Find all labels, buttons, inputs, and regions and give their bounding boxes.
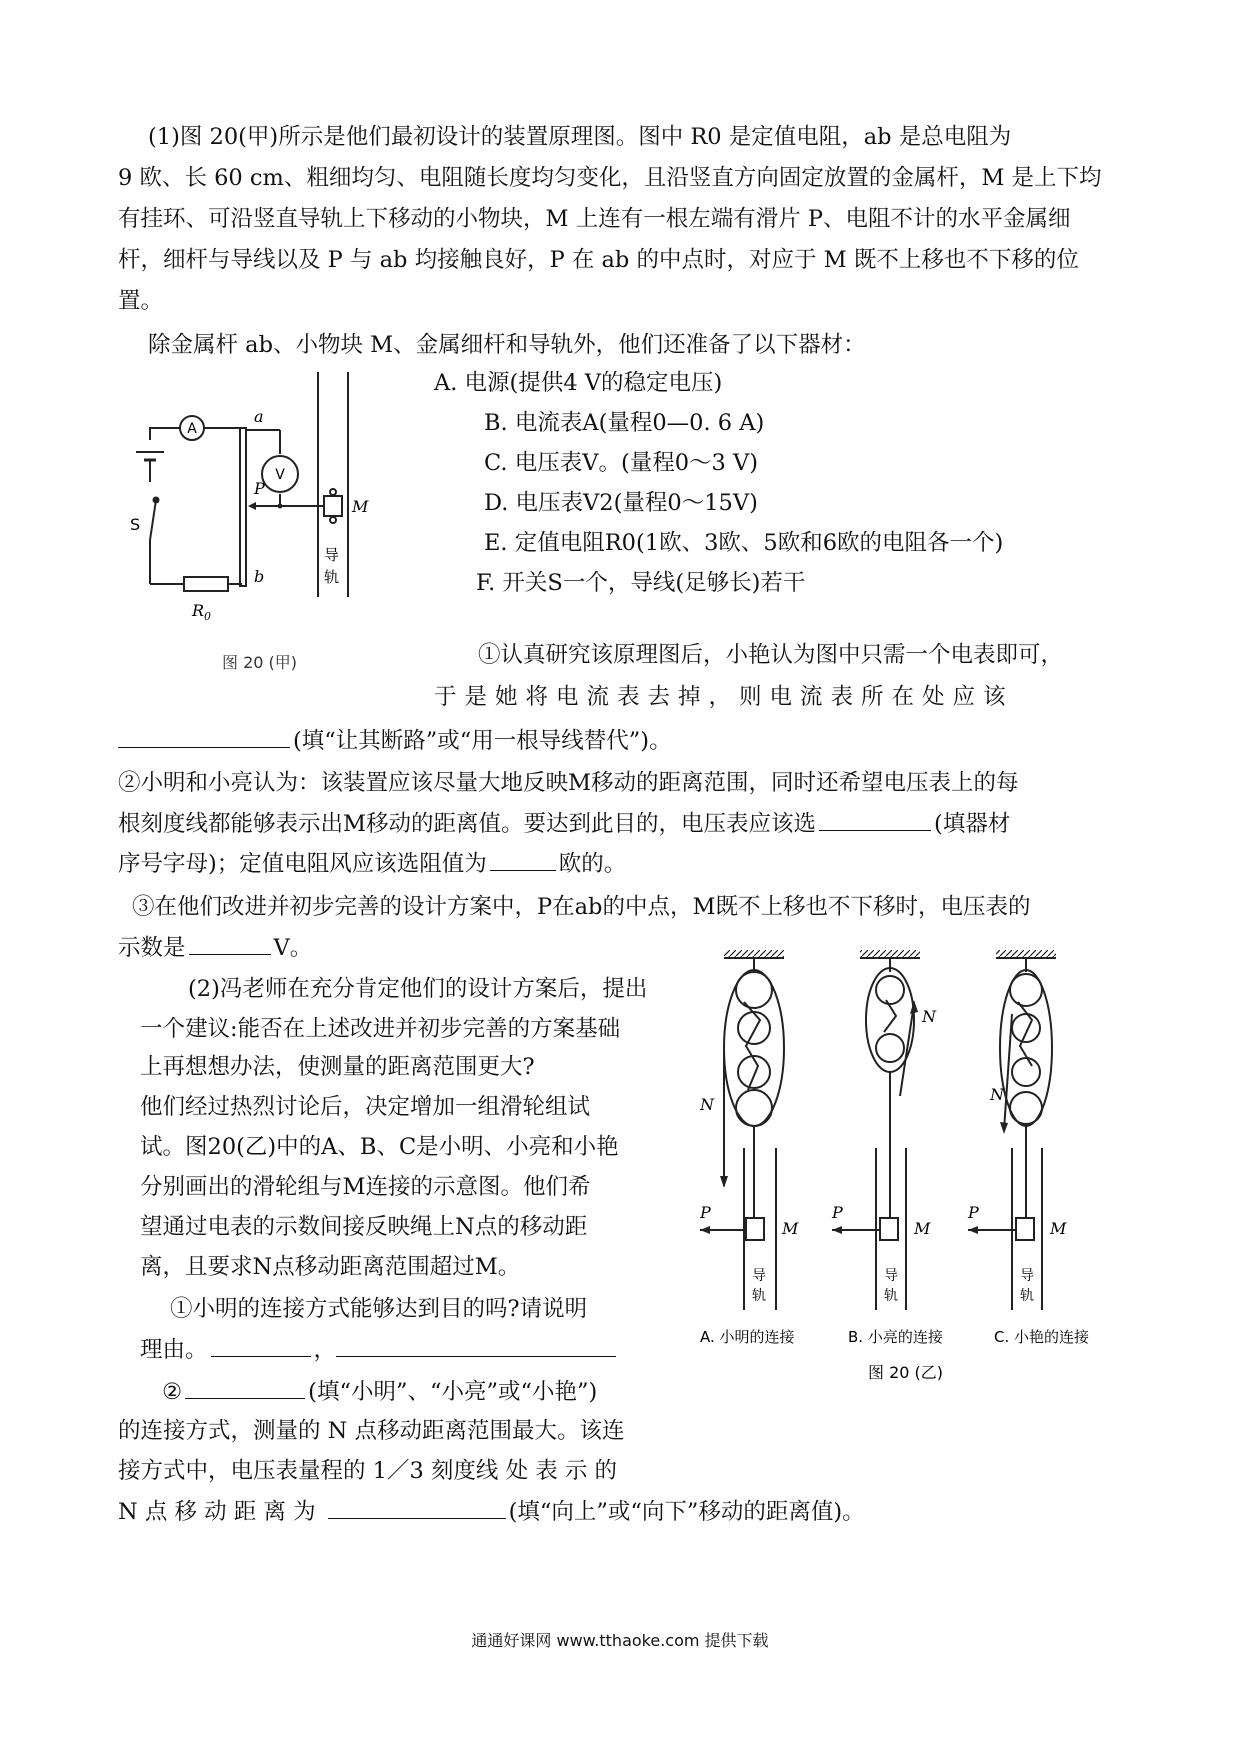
- ammeter-label: A: [187, 421, 197, 437]
- label-m: M: [352, 497, 369, 516]
- material-d: D. 电压表V2(量程0～15V): [484, 490, 758, 516]
- intro-line-4: 杆，细杆与导线以及 P 与 ab 均接触良好，P 在 ab 的中点时，对应于 M 既不上移也不下移的位: [118, 247, 1079, 273]
- pulley-b: [832, 950, 920, 1310]
- p1-q1-line1: ①认真研究该原理图后，小艳认为图中只需一个电表即可，: [478, 642, 1064, 668]
- p2-q2-line4: N 点 移 动 距 离 为 (填“向上”或“向下”移动的距离值)。: [118, 1496, 865, 1527]
- pulley-b-m-label: M: [914, 1219, 931, 1238]
- label-p: P: [254, 479, 265, 498]
- p2-line-4: 他们经过热烈讨论后，决定增加一组滑轮组试: [140, 1094, 591, 1120]
- caption-a: A. 小明的连接: [700, 1328, 795, 1346]
- pulley-c-p-label: P: [968, 1203, 979, 1222]
- caption-c: C. 小艳的连接: [994, 1328, 1090, 1346]
- p2-q2-line3: 接方式中，电压表量程的 1／3 刻度线 处 表 示 的: [118, 1458, 618, 1484]
- p2-line-6: 分别画出的滑轮组与M连接的示意图。他们希: [140, 1174, 591, 1200]
- rail-label-1: 导: [324, 546, 340, 564]
- fig-yi-title: 图 20 (乙): [868, 1363, 944, 1382]
- pulley-a-p-label: P: [700, 1203, 711, 1222]
- pulley-c-n-label: N: [990, 1085, 1004, 1104]
- answer-blank-5[interactable]: [211, 1334, 311, 1357]
- answer-blank-2[interactable]: [819, 808, 931, 831]
- p2-line-1: (2)冯老师在充分肯定他们的设计方案后，提出: [188, 976, 648, 1002]
- material-c: C. 电压表V。(量程0～3 V): [484, 450, 759, 476]
- p2-q2-line1: ② (填“小明”、“小亮”或“小艳”): [162, 1376, 597, 1407]
- voltmeter-label: V: [275, 467, 285, 483]
- circuit-diagram-jia: [130, 372, 430, 692]
- intro-line-5: 置。: [118, 288, 164, 314]
- label-a: a: [254, 407, 264, 426]
- rail-label-2: 轨: [324, 568, 340, 586]
- pulley-a-rail-2: 轨: [752, 1288, 766, 1304]
- fig-jia-caption: 图 20 (甲): [222, 653, 298, 672]
- intro-line-1: (1)图 20(甲)所示是他们最初设计的装置原理图。图中 R0 是定值电阻，ab 是总电阻为: [148, 124, 1012, 150]
- material-f: F. 开关S一个，导线(足够长)若干: [476, 570, 806, 596]
- p2-line-7: 望通过电表的示数间接反映绳上N点的移动距: [140, 1214, 588, 1240]
- pulley-a-n-label: N: [700, 1095, 714, 1114]
- answer-blank-3[interactable]: [490, 848, 556, 871]
- answer-blank-7[interactable]: [185, 1376, 305, 1399]
- p1-q3-line1: ③在他们改进并初步完善的设计方案中，P在ab的中点，M既不上移也不下移时，电压表的: [132, 894, 1031, 920]
- pulley-b-rail-1: 导: [884, 1268, 898, 1284]
- caption-b: B. 小亮的连接: [848, 1328, 943, 1346]
- intro-line-2: 9 欧、长 60 cm、粗细均匀、电阻随长度均匀变化，且沿竖直方向固定放置的金属杆，M 是上下均: [118, 165, 1102, 191]
- material-b: B. 电流表A(量程0—0. 6 A): [484, 410, 765, 436]
- answer-blank-6[interactable]: [336, 1334, 616, 1357]
- p1-q2-line3: 序号字母)；定值电阻风应该选阻值为 欧的。: [118, 848, 626, 879]
- p2-q1-line2: 理由。 ，: [140, 1334, 619, 1365]
- p2-line-8: 离，且要求N点移动距离范围超过M。: [140, 1254, 521, 1280]
- material-e: E. 定值电阻R0(1欧、3欧、5欧和6欧的电阻各一个): [484, 530, 1004, 556]
- p1-q2-line1: ②小明和小亮认为：该装置应该尽量大地反映M移动的距离范围，同时还希望电压表上的每: [118, 770, 1019, 796]
- p2-q2-line2: 的连接方式，测量的 N 点移动距离范围最大。该连: [118, 1418, 625, 1444]
- label-r0: $R_0$: [192, 601, 212, 623]
- p1-q2-line2: 根刻度线都能够表示出M移动的距离值。要达到此目的，电压表应该选 (填器材: [118, 808, 1010, 839]
- p1-q3-line2: 示数是 V。: [118, 932, 312, 963]
- pulley-a-m-label: M: [782, 1219, 799, 1238]
- materials-intro: 除金属杆 ab、小物块 M、金属细杆和导轨外，他们还准备了以下器材：: [148, 332, 866, 358]
- pulley-b-rail-2: 轨: [884, 1288, 898, 1304]
- p2-line-5: 试。图20(乙)中的A、B、C是小明、小亮和小艳: [140, 1134, 619, 1160]
- pulley-c-rail-1: 导: [1020, 1268, 1034, 1284]
- answer-blank-4[interactable]: [189, 932, 271, 955]
- pulley-c-m-label: M: [1050, 1219, 1067, 1238]
- p1-q1-line2: 于是她将电流表去掉，则电流表所在处应该: [434, 684, 1014, 710]
- answer-blank-1[interactable]: [118, 725, 290, 748]
- p2-q1-line1: ①小明的连接方式能够达到目的吗?请说明: [170, 1296, 588, 1322]
- pulley-c-rail-2: 轨: [1020, 1288, 1034, 1304]
- pulley-c: [968, 950, 1056, 1310]
- pulley-diagrams-yi: [700, 950, 1140, 1470]
- pulley-a: [700, 950, 784, 1310]
- page-footer: 通通好课网 www.tthaoke.com 提供下载: [471, 1631, 769, 1650]
- pulley-b-n-label: N: [922, 1007, 936, 1026]
- pulley-a-rail-1: 导: [752, 1268, 766, 1284]
- p2-line-2: 一个建议:能否在上述改进并初步完善的方案基础: [140, 1016, 621, 1042]
- answer-blank-8[interactable]: [328, 1496, 506, 1519]
- pulley-b-p-label: P: [832, 1203, 843, 1222]
- p2-line-3: 上再想想办法，使测量的距离范围更大?: [140, 1054, 535, 1080]
- label-b: b: [254, 567, 265, 586]
- material-a: A. 电源(提供4 V的稳定电压): [434, 370, 723, 396]
- label-s: S: [130, 515, 141, 534]
- p1-q1-line3: (填“让其断路”或“用一根导线替代”)。: [118, 725, 672, 756]
- intro-line-3: 有挂环、可沿竖直导轨上下移动的小物块，M 上连有一根左端有滑片 P、电阻不计的水平金属细: [118, 206, 1071, 232]
